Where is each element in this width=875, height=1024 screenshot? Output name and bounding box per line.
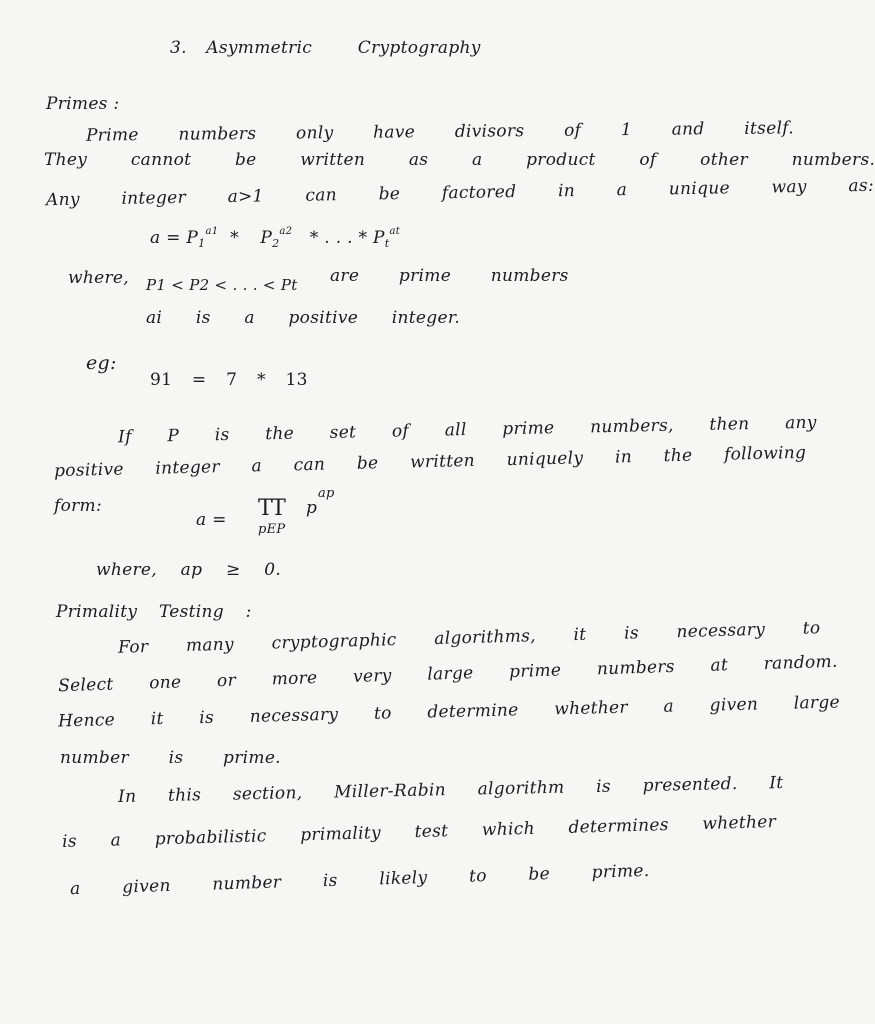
formula-p2-sup: a2 (279, 226, 293, 237)
primes-line-2: They cannot be written as a product of other numbers. (44, 150, 875, 170)
primes-line-6: form: (54, 496, 103, 516)
primes-heading: Primes : (46, 94, 120, 114)
primes-line-4: If P is the set of all prime numbers, then any (117, 412, 817, 448)
formula-ops: * . . . * (309, 228, 368, 248)
example-value: 91 = 7 * 13 (150, 370, 308, 390)
product-exponent: ap (318, 486, 335, 501)
primality-line-6: is a probabilistic primality test which determines whether (61, 812, 777, 852)
product-base: p (306, 498, 318, 518)
where-text-1: are prime numbers (330, 266, 569, 286)
prime-ordering: P1 < P2 < . . . < Pt (146, 276, 298, 294)
page-title (170, 38, 481, 58)
where-line-2: ai is a positive integer. (146, 308, 461, 328)
section-title: Asymmetric Cryptography (206, 38, 481, 58)
primality-line-1: For many cryptographic algorithms, it is necessary to (117, 618, 821, 658)
formula-p2-sub: 2 (272, 237, 280, 250)
primality-line-4: number is prime. (60, 748, 281, 768)
primality-heading: Primality Testing : (56, 602, 252, 622)
primality-line-3: Hence it is necessary to determine whether a given large (57, 692, 841, 732)
where-label-1: where, (68, 268, 129, 288)
section-number: 3. (170, 38, 187, 58)
product-formula-lhs: a = (196, 510, 227, 530)
formula-pt-sup: at (389, 226, 401, 237)
where-line-3: where, ap ≥ 0. (96, 560, 282, 580)
primality-line-2: Select one or more very large prime numbers at random. (57, 651, 838, 697)
primes-line-3: Any integer a>1 can be factored in a unique way as: (45, 175, 875, 211)
example-label: eg: (86, 352, 117, 374)
primality-line-5: In this section, Miller-Rabin algorithm is presented. It (117, 773, 784, 807)
formula-pt: P (373, 228, 385, 248)
product-symbol: TT (258, 496, 284, 521)
product-index: pEP (258, 522, 286, 537)
primality-line-7: a given number is likely to be prime. (69, 860, 650, 900)
formula-p1-sup: a1 (205, 226, 219, 237)
formula-pt-sub: t (384, 237, 390, 250)
formula-p1-sub: 1 (198, 237, 206, 250)
primes-line-1: Prime numbers only have divisors of 1 and itself. (85, 118, 795, 146)
formula-p2: P (260, 228, 273, 248)
factorization-formula: $a = P_1^{a1} * P_2^{a2}$ * . . . * $P_t^{at}$ (150, 226, 401, 250)
formula-lhs: a = P (150, 228, 199, 248)
primes-line-5: positive integer a can be written uniquely in the following (53, 442, 807, 482)
